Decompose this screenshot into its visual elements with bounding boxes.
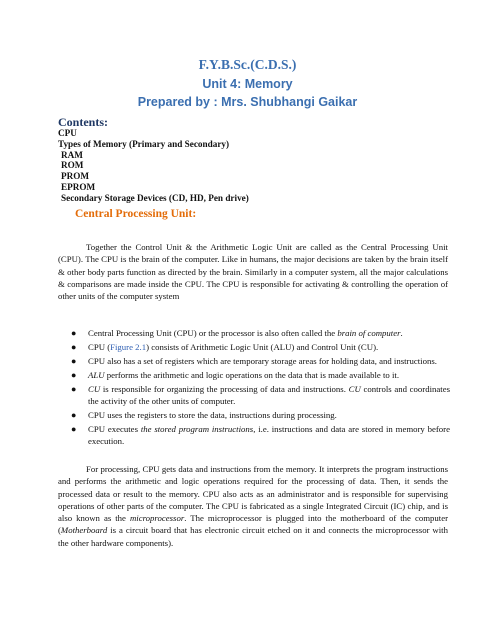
bullet-dot-icon: ● <box>71 355 77 366</box>
author-line: Prepared by : Mrs. Shubhangi Gaikar <box>137 95 358 109</box>
section-heading: Central Processing Unit: <box>75 208 197 220</box>
contents-item: CPU <box>58 128 77 138</box>
bullet-dot-icon: ● <box>71 423 77 434</box>
bullet-dot-icon: ● <box>71 341 77 352</box>
closing-paragraph: For processing, CPU gets data and instructions from the memory. It interprets the program instructions and performs the arithmetic and logic operations required for the processing of data. Then, it sends the processed data or result to the memory. CPU also acts as an administrator and is responsible for supervising operations of other parts of the computer. The CPU is fabricated as a single Integrated Circuit (IC) chip, and is also known as the microprocessor. The microprocessor is plugged into the motherboard of the computer (Motherboard is a circuit board that has electronic circuit etched on it and connects the microprocessor with the other hardware components). <box>58 464 448 548</box>
bullet-dot-icon: ● <box>71 383 77 394</box>
bullet-item: ● CPU executes the stored program instructions, i.e. instructions and data are stored in memory before execution. <box>71 423 450 446</box>
intro-paragraph: Together the Control Unit & the Arithmetic Logic Unit are called as the Central Processing Unit (CPU). The CPU is the brain of the computer. Like in humans, the major decisions are taken by the brain itself & other body parts function as directed by the brain. Similarly in a computer system, all the major calculations & comparisons are made inside the CPU. The CPU is responsible for activating & controlling the operation of other units of the computer system <box>58 242 448 302</box>
bullet-dot-icon: ● <box>71 409 77 420</box>
bullet-item: ● CPU also has a set of registers which are temporary storage areas for holding data, and instructions. <box>71 355 437 366</box>
bullet-item: ● ALU performs the arithmetic and logic operations on the data that is made available to it. <box>71 369 400 380</box>
contents-item: PROM <box>61 171 90 182</box>
bullet-item: ● Central Processing Unit (CPU) or the processor is also often called the brain of computer. <box>71 328 403 338</box>
bullet-item: ● CU is responsible for organizing the processing of data and instructions. CU controls and coordinates the activity of the other units of computer. <box>71 383 451 406</box>
bullet-item: ● CPU uses the registers to store the data, instructions during processing. <box>71 409 337 420</box>
unit-title: Unit 4: Memory <box>202 77 293 91</box>
contents-list <box>58 128 249 204</box>
contents-item: Secondary Storage Devices (CD, HD, Pen drive) <box>61 192 249 203</box>
contents-item: Types of Memory (Primary and Secondary) <box>58 138 230 149</box>
course-title: F.Y.B.Sc.(C.D.S.) <box>198 57 297 72</box>
figure-link[interactable]: Figure 2.1 <box>110 341 147 352</box>
contents-item: ROM <box>61 160 84 171</box>
contents-heading: Contents: <box>58 115 108 129</box>
contents-item: EPROM <box>61 181 96 192</box>
contents-item: RAM <box>61 149 83 160</box>
cpu-bullet-list <box>58 327 450 449</box>
bullet-dot-icon: ● <box>71 369 77 380</box>
bullet-dot-icon: ● <box>71 328 77 338</box>
bullet-item: ● CPU (Figure 2.1) consists of Arithmetic Logic Unit (ALU) and Control Unit (CU). <box>71 341 379 352</box>
